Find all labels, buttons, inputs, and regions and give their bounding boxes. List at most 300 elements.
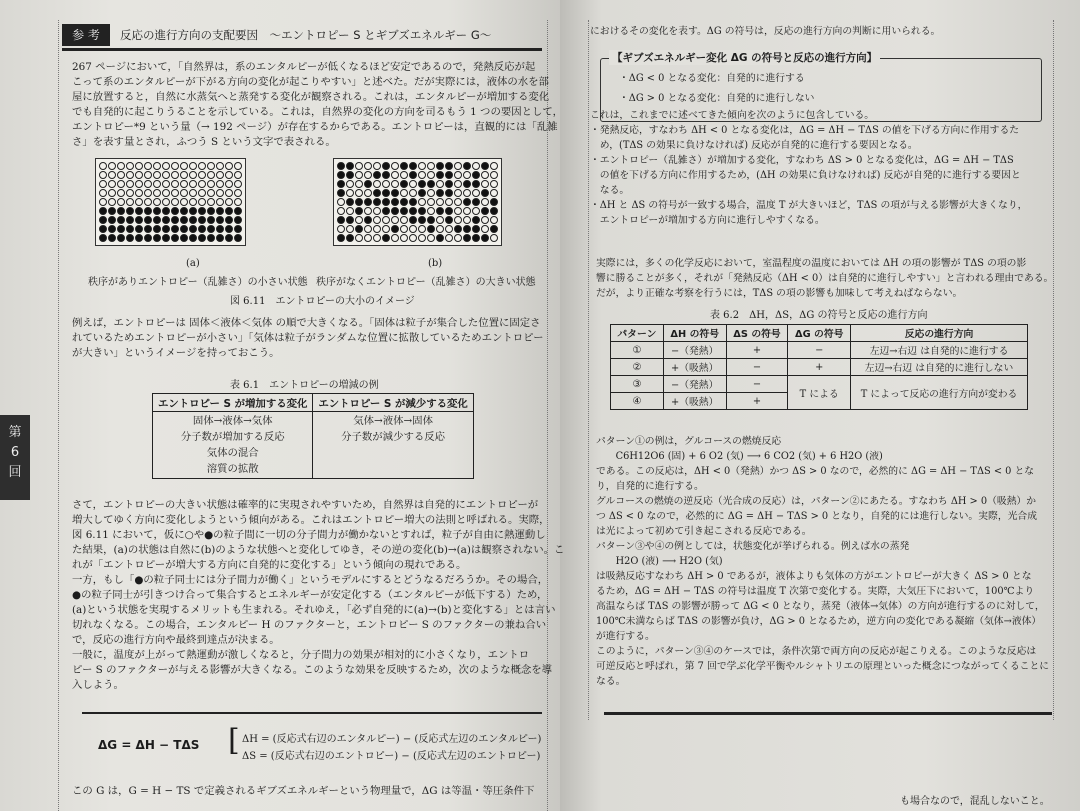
cell-item: 溶質の拡散: [206, 463, 259, 475]
particle-icon: [162, 198, 170, 206]
particle-icon: [355, 162, 363, 170]
particle-icon: [180, 171, 188, 179]
particle-icon: [144, 171, 152, 179]
particle-icon: [162, 189, 170, 197]
figure-title: 図 6.11 エントロピーの大小のイメージ: [230, 296, 415, 307]
particle-icon: [427, 198, 435, 206]
particle-icon: [472, 198, 480, 206]
particle-icon: [337, 198, 345, 206]
particle-icon: [427, 189, 435, 197]
particle-icon: [216, 162, 224, 170]
text-line: で，反応の進行方向や最終到達点が決まる。: [72, 634, 280, 646]
particle-icon: [400, 225, 408, 233]
column-header: ΔG の符号: [788, 325, 851, 342]
particle-icon: [472, 171, 480, 179]
particle-icon: [364, 234, 372, 242]
particle-icon: [346, 171, 354, 179]
particle-icon: [472, 234, 480, 242]
text-line: 一方，もし「●の粒子同士には分子間力が働く」というモデルにするとどうなるだろうか。その場合，: [72, 574, 549, 586]
text-line: ●の粒子同士が引きつけ合って集合するとエネルギーが安定化する（エンタルピーが低下する）ため，: [72, 589, 548, 601]
particle-icon: [418, 234, 426, 242]
particle-icon: [108, 162, 116, 170]
text-line: (a)という状態を実現するメリットも生まれる。それゆえ，「必ず自発的に(a)→(b)と変化する」とは言い: [72, 604, 556, 616]
particle-icon: [463, 162, 471, 170]
particle-icon: [126, 180, 134, 188]
particle-icon: [409, 162, 417, 170]
particle-icon: [171, 198, 179, 206]
table-cell: −（発熱）: [663, 342, 726, 359]
particle-icon: [400, 198, 408, 206]
particle-icon: [117, 162, 125, 170]
particle-icon: [481, 234, 489, 242]
section-title: 反応の進行方向の支配要因 ～エントロピー S とギブズエネルギー G～: [120, 28, 492, 42]
particle-icon: [234, 207, 242, 215]
particle-icon: [427, 180, 435, 188]
particle-icon: [436, 216, 444, 224]
particle-icon: [207, 198, 215, 206]
particle-icon: [418, 198, 426, 206]
particle-icon: [171, 162, 179, 170]
particle-icon: [472, 225, 480, 233]
particle-icon: [454, 180, 462, 188]
particle-icon: [418, 189, 426, 197]
particle-icon: [454, 189, 462, 197]
particle-icon: [436, 189, 444, 197]
particle-icon: [463, 216, 471, 224]
particle-icon: [225, 198, 233, 206]
particle-icon: [382, 198, 390, 206]
side-tab-text: 第: [8, 425, 22, 440]
particle-icon: [346, 189, 354, 197]
particle-icon: [481, 198, 489, 206]
table-cell: +（吸熱）: [663, 393, 726, 410]
table-cell: 左辺→右辺 は自発的に進行する: [851, 342, 1028, 359]
particle-icon: [445, 234, 453, 242]
particle-icon: [346, 216, 354, 224]
particle-icon: [391, 180, 399, 188]
particle-icon: [454, 198, 462, 206]
table-cell: +（吸熱）: [663, 359, 726, 376]
table-cell: −: [726, 359, 788, 376]
particle-icon: [337, 225, 345, 233]
text-line: さて，エントロピーの大きい状態は確率的に実現されやすいため，自然界は自発的にエントロピーが: [72, 499, 539, 511]
particle-icon: [391, 171, 399, 179]
column-header: ΔS の符号: [726, 325, 788, 342]
particle-icon: [400, 180, 408, 188]
particle-icon: [391, 207, 399, 215]
text-line: こって系のエンタルピーが下がる方向の変化が起こりやすい」と述べた。だが実際には，液体の水を部: [72, 76, 549, 88]
particle-icon: [373, 234, 381, 242]
footer-line: この G は，G = H − TS で定義されるギブズエネルギーという物理量で，ΔG は等温・等圧条件下: [72, 785, 535, 797]
particle-icon: [126, 162, 134, 170]
particle-icon: [436, 234, 444, 242]
particle-icon: [135, 171, 143, 179]
column-header: エントロピー S が増加する変化: [153, 394, 313, 412]
particle-icon: [99, 225, 107, 233]
particle-icon: [108, 198, 116, 206]
particle-icon: [117, 180, 125, 188]
particle-icon: [144, 225, 152, 233]
particle-icon: [355, 189, 363, 197]
particle-icon: [445, 162, 453, 170]
table-cell: +: [726, 393, 788, 410]
particle-icon: [337, 180, 345, 188]
particle-icon: [418, 171, 426, 179]
particle-icon: [346, 207, 354, 215]
figure-label-a: (a): [186, 258, 200, 269]
text-line: れが「エントロピーが増大する方向に自発的に変化する」という傾向の現れである。: [72, 559, 467, 571]
particle-icon: [198, 180, 206, 188]
text-line: ・ΔH と ΔS の符号が一致する場合，温度 T が大きいほど，TΔS の項が与える影響が大きくなり，: [590, 200, 1028, 211]
table-cell: −: [726, 376, 788, 393]
particle-icon: [490, 162, 498, 170]
particle-icon: [108, 189, 116, 197]
particle-icon: [225, 180, 233, 188]
text-line: 267 ページにおいて，「自然界は，系のエンタルピーが低くなるほど安定であるので，発熱反応が起: [72, 61, 536, 73]
text-line: 実際には，多くの化学反応において，室温程度の温度においては ΔH の項の影響が TΔS の項の影: [596, 258, 1027, 269]
particle-icon: [189, 198, 197, 206]
particle-icon: [355, 234, 363, 242]
table-header-row: [611, 325, 1028, 342]
particle-icon: [337, 207, 345, 215]
table-row: [611, 376, 1028, 393]
particle-icon: [153, 162, 161, 170]
text-line: が進行する。: [596, 631, 655, 642]
text-line: でも自発的に起こりうることを示している。これは，自然界の変化の方向を司るもう 1 つの要因として，: [72, 106, 563, 118]
particle-icon: [337, 216, 345, 224]
table-cell: ②: [611, 359, 664, 376]
particle-icon: [472, 216, 480, 224]
particle-icon: [153, 234, 161, 242]
particle-icon: [234, 171, 242, 179]
text-line: は光によって初めて引き起こされる反応である。: [596, 526, 812, 537]
particle-icon: [180, 225, 188, 233]
particle-icon: [180, 189, 188, 197]
particle-icon: [153, 171, 161, 179]
particle-icon: [382, 189, 390, 197]
text-line: なる。: [590, 185, 630, 196]
particle-icon: [481, 207, 489, 215]
particle-icon: [337, 189, 345, 197]
particle-icon: [99, 207, 107, 215]
particle-icon: [153, 180, 161, 188]
particle-icon: [234, 162, 242, 170]
particle-icon: [373, 171, 381, 179]
particle-icon: [207, 225, 215, 233]
particle-icon: [409, 225, 417, 233]
particle-icon: [454, 171, 462, 179]
particle-icon: [162, 216, 170, 224]
particle-icon: [382, 234, 390, 242]
particle-icon: [135, 162, 143, 170]
particle-icon: [463, 198, 471, 206]
particle-icon: [472, 189, 480, 197]
delta-h-definition: ΔH = (反応式右辺のエンタルピー) − (反応式左辺のエンタルピー): [242, 734, 542, 745]
particle-icon: [117, 198, 125, 206]
particle-icon: [382, 216, 390, 224]
particle-icon: [153, 198, 161, 206]
particle-icon: [135, 198, 143, 206]
particle-icon: [189, 216, 197, 224]
particle-icon: [225, 225, 233, 233]
particle-icon: [490, 234, 498, 242]
bottom-fragment: も場合なので，混乱しないこと。: [900, 796, 1050, 807]
chapter-side-tab: [0, 415, 30, 500]
text-line: これは，これまでに述べてきた傾向を次のように包含している。: [590, 110, 875, 121]
particle-icon: [373, 216, 381, 224]
particle-icon: [490, 198, 498, 206]
particle-icon: [234, 198, 242, 206]
particle-icon: [225, 171, 233, 179]
particle-icon: [126, 189, 134, 197]
particle-icon: [409, 171, 417, 179]
particle-icon: [207, 207, 215, 215]
text-line: 入しよう。: [72, 679, 124, 691]
side-tab-text: 6: [10, 445, 20, 460]
particle-icon: [99, 162, 107, 170]
particle-icon: [337, 171, 345, 179]
particle-icon: [180, 207, 188, 215]
particle-icon: [99, 180, 107, 188]
particle-icon: [153, 225, 161, 233]
particle-icon: [463, 180, 471, 188]
particle-icon: [391, 162, 399, 170]
particle-icon: [198, 198, 206, 206]
particle-icon: [373, 207, 381, 215]
particle-icon: [490, 225, 498, 233]
particle-icon: [216, 198, 224, 206]
particle-icon: [490, 216, 498, 224]
particle-icon: [463, 171, 471, 179]
text-line: 屋に放置すると，自然に水蒸気へと蒸発する変化が観察される。これは，エンタルピーが増加する変化: [72, 91, 550, 103]
particle-icon: [481, 225, 489, 233]
particle-icon: [364, 162, 372, 170]
column-header: パターン: [611, 325, 664, 342]
figure-caption-b: 秩序がなくエントロピー（乱雑さ）の大きい状態: [316, 277, 536, 288]
paragraph: [590, 108, 1027, 228]
particle-icon: [117, 225, 125, 233]
delta-s-definition: ΔS = (反応式右辺のエントロピー) − (反応式左辺のエントロピー): [242, 751, 541, 762]
particle-icon: [216, 180, 224, 188]
particle-icon: [99, 198, 107, 206]
particle-icon: [472, 162, 480, 170]
particle-icon: [171, 207, 179, 215]
column-header: エントロピー S が減少する変化: [313, 394, 473, 412]
table-cell: 左辺→右辺 は自発的に進行しない: [851, 359, 1028, 376]
particle-icon: [481, 180, 489, 188]
table-cell: +: [726, 342, 788, 359]
particle-icon: [180, 162, 188, 170]
table-cell: +: [788, 359, 851, 376]
intro-paragraph: [72, 60, 563, 150]
particle-icon: [108, 180, 116, 188]
particle-icon: [364, 198, 372, 206]
particle-icon: [409, 216, 417, 224]
text-line: るため，ΔG = ΔH − TΔS の符号は温度 T 次第で変化する。実際，大気圧下において，100℃より: [596, 586, 1035, 597]
particle-icon: [126, 171, 134, 179]
particle-icon: [346, 198, 354, 206]
particle-icon: [436, 207, 444, 215]
particle-icon: [427, 216, 435, 224]
table-row: [611, 359, 1028, 376]
particle-icon: [436, 180, 444, 188]
particle-icon: [382, 207, 390, 215]
particle-icon: [108, 216, 116, 224]
particle-icon: [400, 216, 408, 224]
particle-icon: [207, 171, 215, 179]
particle-icon: [234, 189, 242, 197]
particle-icon: [216, 189, 224, 197]
particle-icon: [99, 171, 107, 179]
particle-icon: [171, 180, 179, 188]
paragraph: [72, 316, 544, 361]
divider: [604, 712, 1052, 715]
particle-icon: [445, 171, 453, 179]
particle-icon: [216, 171, 224, 179]
text-line: が大きい」というイメージを持っておこう。: [72, 347, 280, 359]
particle-icon: [117, 189, 125, 197]
particle-icon: [382, 162, 390, 170]
text-line: C6H12O6 (固) + 6 O2 (気) ⟶ 6 CO2 (気) + 6 H2O (液): [596, 451, 883, 462]
particle-icon: [216, 207, 224, 215]
cell-item: 気体の混合: [206, 447, 259, 459]
particle-icon: [117, 207, 125, 215]
particle-icon: [189, 162, 197, 170]
particle-icon: [171, 234, 179, 242]
side-tab-text: 回: [8, 465, 22, 480]
particle-icon: [108, 225, 116, 233]
particle-icon: [391, 225, 399, 233]
particle-icon: [445, 216, 453, 224]
particle-icon: [207, 234, 215, 242]
text-line: エントロピーが増加する方向に進行しやすくなる。: [590, 215, 825, 226]
cell-item: 分子数が減少する反応: [341, 431, 446, 443]
particle-icon: [207, 216, 215, 224]
particle-icon: [171, 171, 179, 179]
paragraph: [596, 434, 1049, 689]
text-line: 切れなくなる。この場合，エンタルピー H のファクターと，エントロピー S のファクターの兼ね合い: [72, 619, 547, 631]
text-line: ・エントロピー（乱雑さ）が増加する変化，すなわち ΔS > 0 となる変化は，ΔG = ΔH − TΔS: [590, 155, 1014, 166]
particle-icon: [391, 198, 399, 206]
particle-icon: [144, 189, 152, 197]
table-row: [153, 412, 474, 479]
particle-icon: [418, 225, 426, 233]
particle-icon: [198, 171, 206, 179]
table-cell: −: [788, 342, 851, 359]
particle-icon: [346, 225, 354, 233]
particle-icon: [373, 198, 381, 206]
particle-icon: [490, 180, 498, 188]
cell-item: 分子数が増加する反応: [180, 431, 285, 443]
particle-icon: [400, 189, 408, 197]
particle-icon: [418, 207, 426, 215]
particle-icon: [355, 180, 363, 188]
particle-icon: [234, 225, 242, 233]
text-line: なる。: [596, 676, 626, 687]
table-cell: ①: [611, 342, 664, 359]
particle-icon: [382, 171, 390, 179]
increase-cell: [153, 412, 313, 479]
table-cell: T による: [788, 376, 851, 410]
particle-icon: [234, 180, 242, 188]
particle-icon: [391, 189, 399, 197]
particle-icon: [198, 207, 206, 215]
particle-icon: [225, 162, 233, 170]
particle-icon: [216, 225, 224, 233]
particle-icon: [108, 207, 116, 215]
particle-icon: [445, 198, 453, 206]
table-cell: T によって反応の進行方向が変わる: [851, 376, 1028, 410]
particle-icon: [189, 234, 197, 242]
particle-icon: [198, 216, 206, 224]
particle-icon: [189, 207, 197, 215]
box-item: ・ΔG < 0 となる変化：自発的に進行する: [619, 73, 805, 84]
particle-icon: [454, 162, 462, 170]
text-line: グルコースの燃焼の逆反応（光合成の反応）は，パターン②にあたる。すなわち ΔH > 0（吸熱）か: [596, 496, 1037, 507]
particle-icon: [144, 198, 152, 206]
text-line: 例えば，エントロピーは 固体＜液体＜気体 の順で大きくなる。「固体は粒子が集合した位置に固定さ: [72, 317, 541, 329]
particle-icon: [418, 180, 426, 188]
paragraph: [596, 256, 1053, 301]
particle-icon: [481, 216, 489, 224]
particle-icon: [382, 180, 390, 188]
particle-icon: [373, 180, 381, 188]
particle-icon: [472, 180, 480, 188]
particle-icon: [189, 180, 197, 188]
particle-icon: [355, 216, 363, 224]
particle-icon: [216, 234, 224, 242]
particle-icon: [153, 216, 161, 224]
box-item: ・ΔG > 0 となる変化：自発的に進行しない: [619, 93, 815, 104]
particle-icon: [427, 207, 435, 215]
particle-icon: [198, 162, 206, 170]
particle-icon: [445, 189, 453, 197]
figure-label-b: (b): [428, 258, 443, 269]
particle-icon: [99, 234, 107, 242]
text-line: 高温ならば TΔS の影響が勝って ΔG < 0 となり，蒸発（液体→気体）の方向が進行するのに対して，: [596, 601, 1045, 612]
particle-icon: [234, 216, 242, 224]
particle-icon: [454, 234, 462, 242]
particle-icon: [427, 162, 435, 170]
particle-icon: [418, 162, 426, 170]
particle-icon: [454, 225, 462, 233]
particle-icon: [436, 162, 444, 170]
paragraph: [72, 498, 564, 693]
particle-icon: [171, 189, 179, 197]
particle-icon: [180, 180, 188, 188]
particle-icon: [409, 234, 417, 242]
particle-icon: [346, 234, 354, 242]
particle-icon: [171, 225, 179, 233]
particle-icon: [400, 234, 408, 242]
text-line: り，自発的に進行する。: [596, 481, 704, 492]
particle-icon: [454, 216, 462, 224]
particle-icon: [364, 171, 372, 179]
particle-icon: [373, 189, 381, 197]
text-line: め，(TΔS の効果に負けなければ) 反応が自発的に進行する要因となる。: [590, 140, 918, 151]
particle-icon: [162, 207, 170, 215]
particle-icon: [216, 216, 224, 224]
particle-icon: [490, 171, 498, 179]
text-line: 100℃未満ならば TΔS の影響が負け，ΔG > 0 となるため，逆方向の変化である凝縮（気体→液体）: [596, 616, 1042, 627]
bracket: [: [228, 723, 240, 758]
box-title: 【ギブズエネルギー変化 ΔG の符号と反応の進行方向】: [609, 50, 880, 65]
particle-icon: [135, 180, 143, 188]
particle-icon: [225, 234, 233, 242]
particle-icon: [463, 189, 471, 197]
particle-icon: [162, 180, 170, 188]
table-title: 表 6.1 エントロピーの増減の例: [230, 380, 379, 391]
